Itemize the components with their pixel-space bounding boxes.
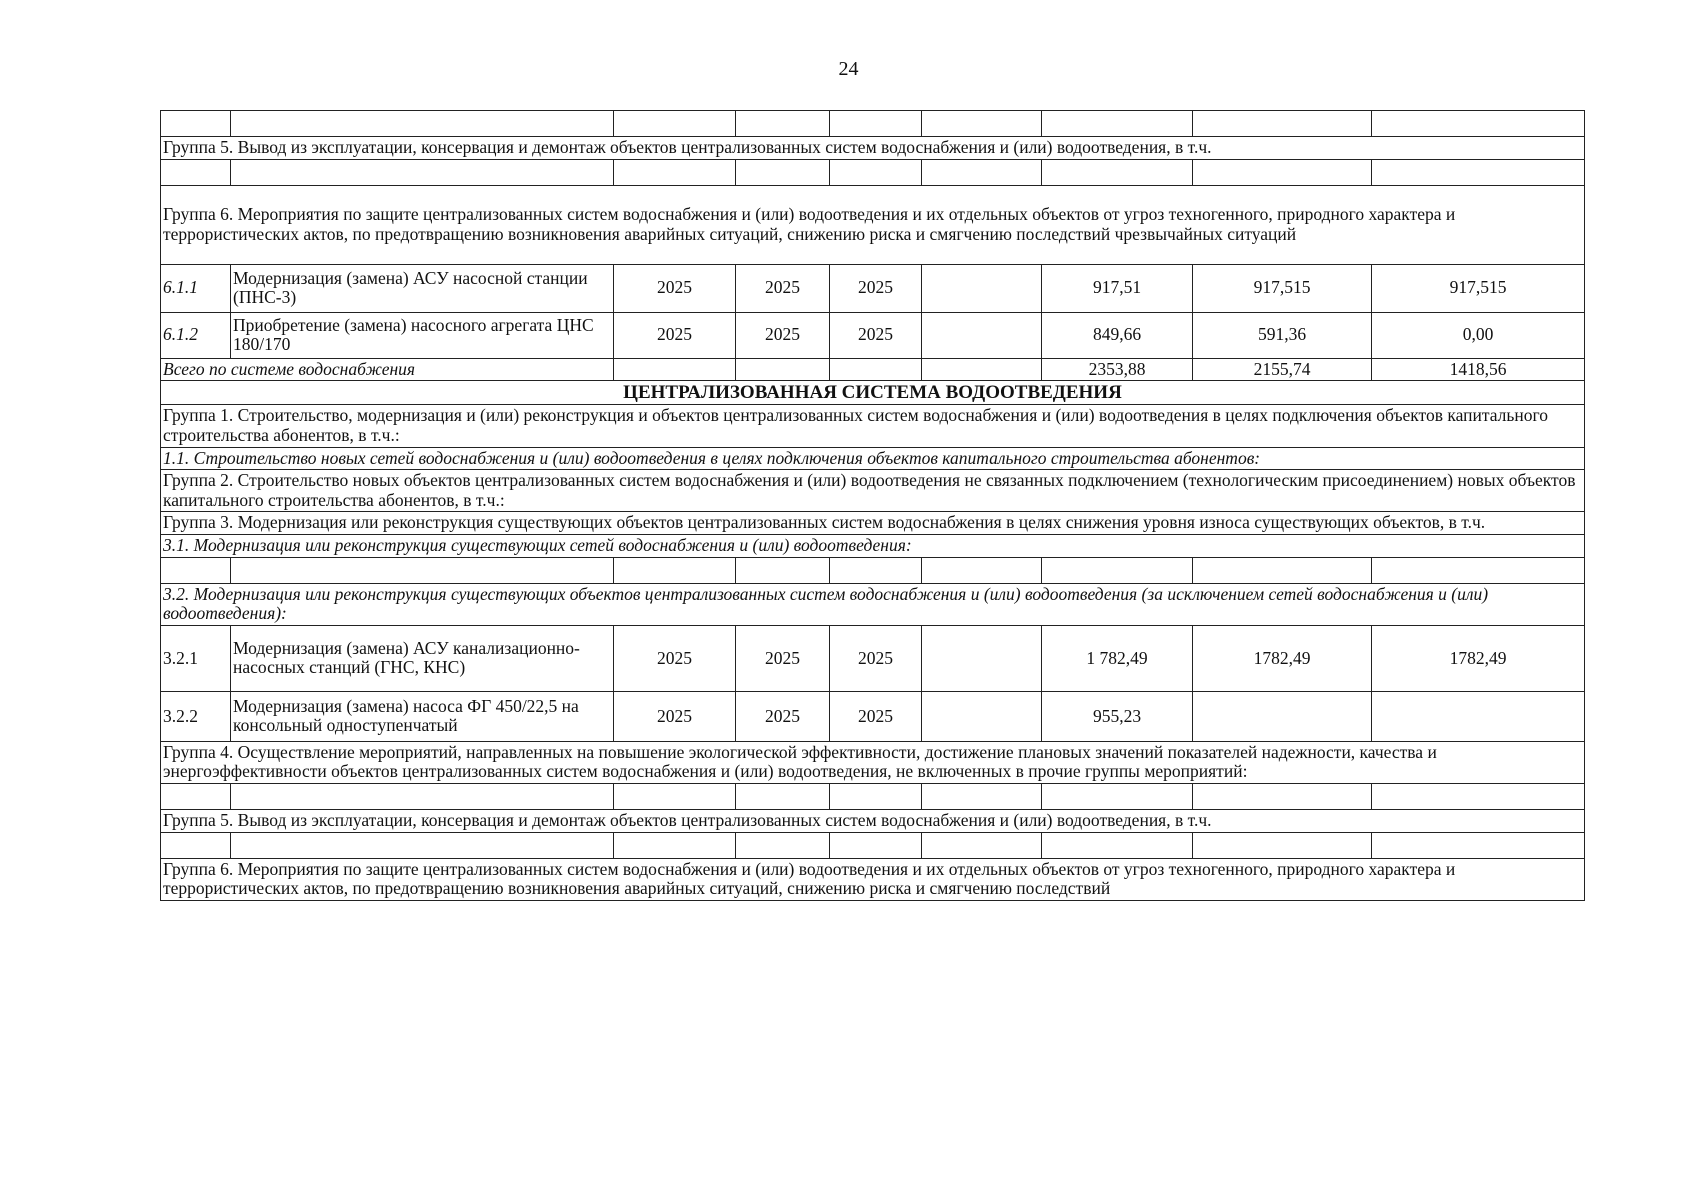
group6-water-supply: Группа 6. Мероприятия по защите централизованных систем водоснабжения и (или) водоотведения и их отдельных объектов от угроз техногенного, природного характера и террористических актов, по предотвращению возникновения аварийных ситуаций, снижению риска и смягчению последствий чрезвычайных ситуаций [161,185,1585,264]
row-name: Модернизация (замена) АСУ насосной станции (ПНС-3) [231,264,614,312]
group4-wastewater: Группа 4. Осуществление мероприятий, направленных на повышение экологической эффективности, достижение плановых значений показателей надежности, качества и энергоэффективности объектов централизованных систем водоснабжения и (или) водоотведения, не включенных в прочие группы мероприятий: [161,741,1585,783]
row-name: Модернизация (замена) насоса ФГ 450/22,5 на консольный одноступенчатый [231,691,614,741]
value-1: 955,23 [1042,691,1193,741]
empty-cell [922,691,1042,741]
total-value-1: 2353,88 [1042,358,1193,381]
page-number: 24 [838,58,859,80]
table-row [161,691,1585,741]
value-3: 1782,49 [1372,625,1585,691]
empty-cell [922,625,1042,691]
subgroup-row [161,447,1585,470]
subgroup-1-1: 1.1. Строительство новых сетей водоснабжения и (или) водоотведения в целях подключения объектов капитального строительства абонентов: [161,447,1585,470]
value-1: 917,51 [1042,264,1193,312]
year-start: 2025 [614,264,736,312]
group-row [161,470,1585,512]
row-name: Модернизация (замена) АСУ канализационно-насосных станций (ГНС, КНС) [231,625,614,691]
group-row [161,512,1585,535]
subgroup-row [161,535,1585,558]
row-code: 3.2.1 [161,625,231,691]
section-title-row [161,381,1585,405]
empty-row [161,557,1585,583]
investment-program-table [160,110,1585,901]
value-2: 917,515 [1193,264,1372,312]
row-code: 6.1.2 [161,312,231,358]
section-title: ЦЕНТРАЛИЗОВАННАЯ СИСТЕМА ВОДООТВЕДЕНИЯ [161,381,1585,405]
group-row [161,405,1585,447]
empty-row [161,783,1585,809]
year-start: 2025 [614,625,736,691]
group5-water-supply: Группа 5. Вывод из эксплуатации, консервация и демонтаж объектов централизованных систем водоснабжения и (или) водоотведения, в т.ч. [161,137,1585,160]
year-end: 2025 [736,625,830,691]
subgroup-3-1: 3.1. Модернизация или реконструкция существующих сетей водоснабжения и (или) водоотведения: [161,535,1585,558]
year-plan: 2025 [830,625,922,691]
group3-wastewater: Группа 3. Модернизация или реконструкция существующих объектов централизованных систем водоснабжения в целях снижения уровня износа существующих объектов, в т.ч. [161,512,1585,535]
empty-cell [922,264,1042,312]
year-end: 2025 [736,691,830,741]
empty-row [161,832,1585,858]
group-row [161,185,1585,264]
empty-row [161,111,1585,137]
value-1: 1 782,49 [1042,625,1193,691]
group2-wastewater: Группа 2. Строительство новых объектов централизованных систем водоснабжения и (или) водоотведения не связанных подключением (технологическим присоединением) новых объектов капитального строительства абонентов, в т.ч.: [161,470,1585,512]
subgroup-row [161,583,1585,625]
empty-cell [922,312,1042,358]
total-value-2: 2155,74 [1193,358,1372,381]
value-3: 0,00 [1372,312,1585,358]
value-1: 849,66 [1042,312,1193,358]
value-2 [1193,691,1372,741]
total-row [161,358,1585,381]
year-plan: 2025 [830,264,922,312]
total-value-3: 1418,56 [1372,358,1585,381]
total-label: Всего по системе водоснабжения [161,358,614,381]
table-row [161,264,1585,312]
year-plan: 2025 [830,312,922,358]
group1-wastewater: Группа 1. Строительство, модернизация и (или) реконструкция и объектов централизованных систем водоснабжения и (или) водоотведения в целях подключения объектов капитального строительства абонентов, в т.ч.: [161,405,1585,447]
year-end: 2025 [736,264,830,312]
row-code: 6.1.1 [161,264,231,312]
group-row [161,809,1585,832]
group-row [161,741,1585,783]
year-start: 2025 [614,691,736,741]
group-row [161,137,1585,160]
group5-wastewater: Группа 5. Вывод из эксплуатации, консервация и демонтаж объектов централизованных систем водоснабжения и (или) водоотведения, в т.ч. [161,809,1585,832]
row-name: Приобретение (замена) насосного агрегата ЦНС 180/170 [231,312,614,358]
empty-row [161,159,1585,185]
value-2: 1782,49 [1193,625,1372,691]
group6-wastewater: Группа 6. Мероприятия по защите централизованных систем водоснабжения и (или) водоотведения и их отдельных объектов от угроз техногенного, природного характера и террористических актов, по предотвращению возникновения аварийных ситуаций, снижению риска и смягчению последствий [161,858,1585,900]
group-row [161,858,1585,900]
table-row [161,625,1585,691]
year-start: 2025 [614,312,736,358]
year-plan: 2025 [830,691,922,741]
year-end: 2025 [736,312,830,358]
value-2: 591,36 [1193,312,1372,358]
row-code: 3.2.2 [161,691,231,741]
value-3 [1372,691,1585,741]
subgroup-3-2: 3.2. Модернизация или реконструкция существующих объектов централизованных систем водоснабжения и (или) водоотведения (за исключением сетей водоснабжения и (или) водоотведения): [161,583,1585,625]
value-3: 917,515 [1372,264,1585,312]
table-row [161,312,1585,358]
